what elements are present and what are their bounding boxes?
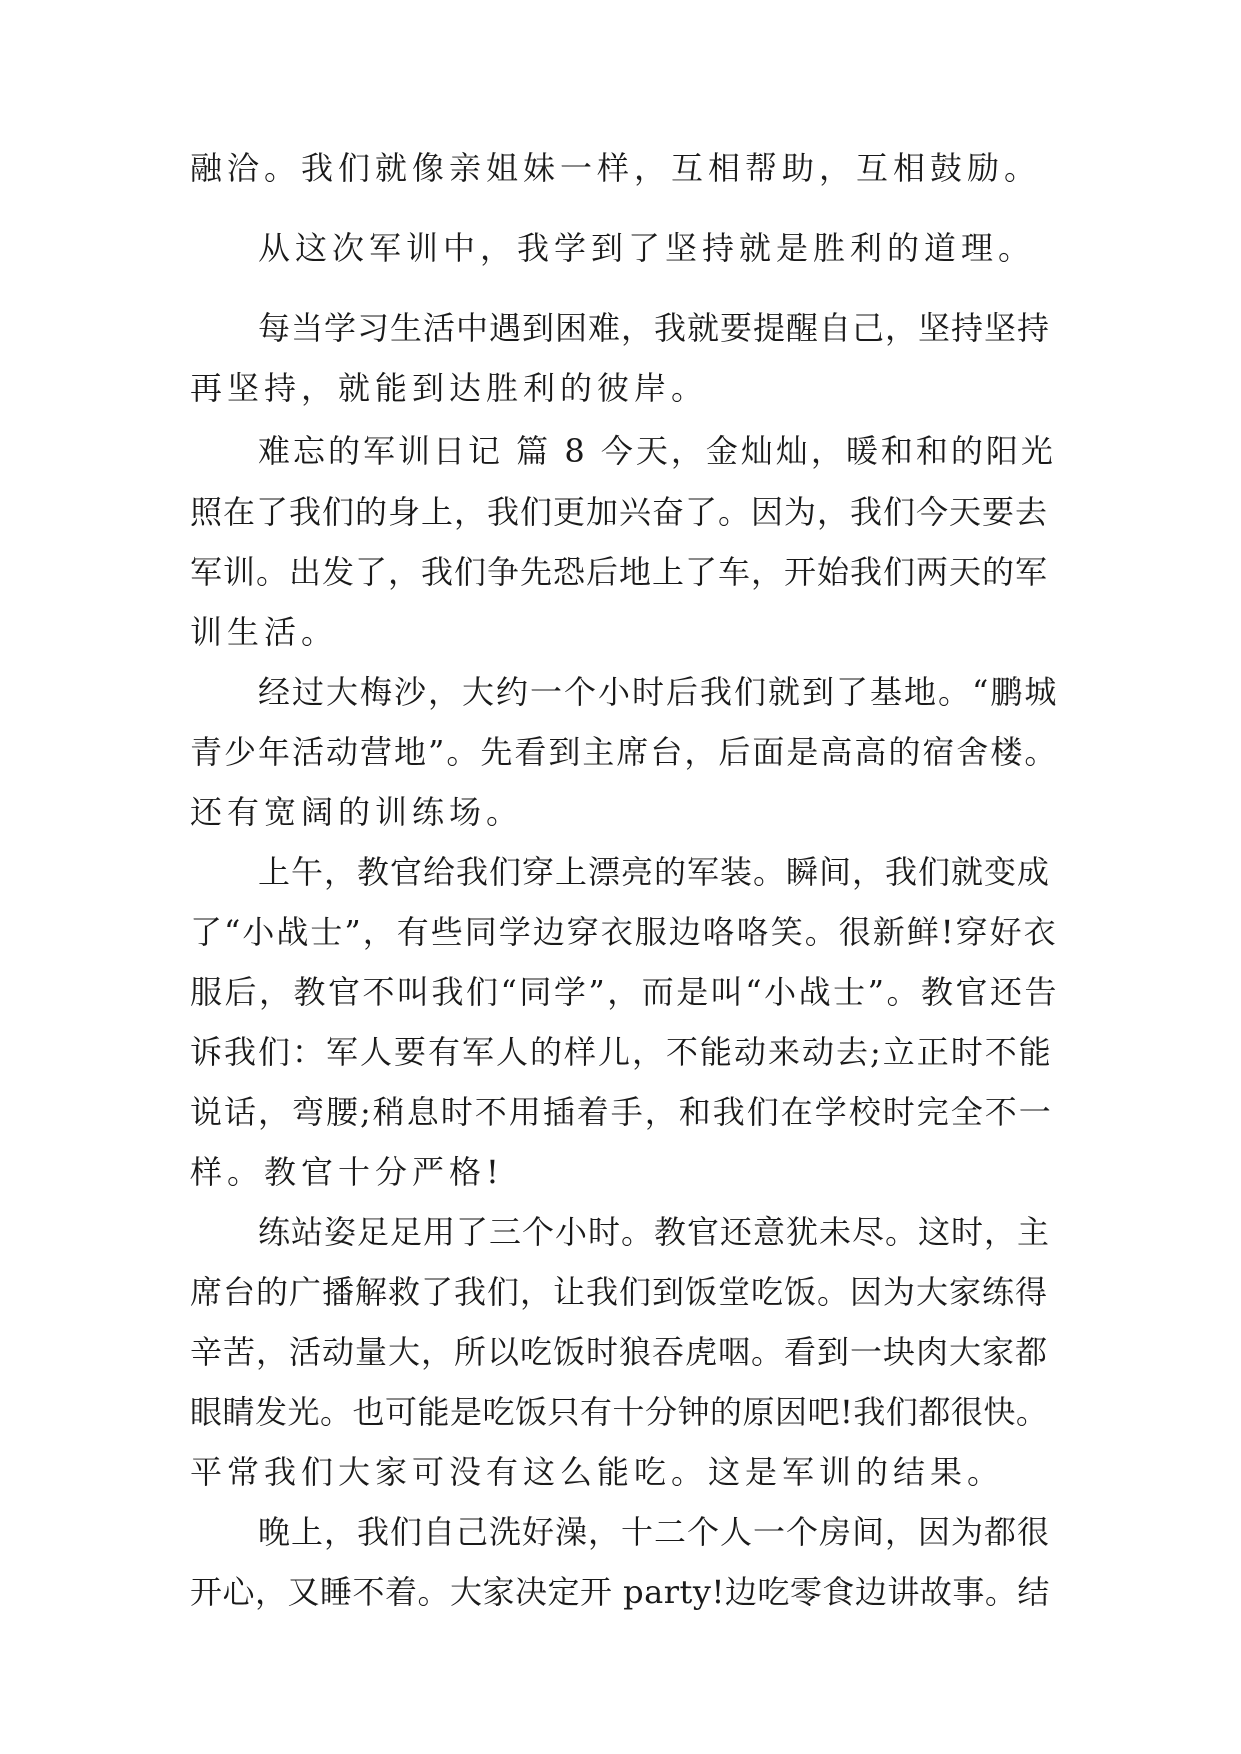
text-line: 青少年活动营地”。先看到主席台，后面是高高的宿舍楼。 xyxy=(190,733,1059,771)
text-line: 开心，又睡不着。大家决定开 party!边吃零食边讲故事。结 xyxy=(190,1573,1050,1611)
text-line: 席台的广播解救了我们，让我们到饭堂吃饭。因为大家练得 xyxy=(190,1273,1049,1311)
text-line: 眼睛发光。也可能是吃饭只有十分钟的原因吧!我们都很快。 xyxy=(190,1393,1049,1431)
text-line: 了“小战士”，有些同学边穿衣服边咯咯笑。很新鲜!穿好衣 xyxy=(190,913,1058,951)
text-line: 平常我们大家可没有这么能吃。这是军训的结果。 xyxy=(190,1453,1005,1491)
text-line: 说话，弯腰;稍息时不用插着手，和我们在学校时完全不一 xyxy=(190,1093,1053,1131)
text-line: 从这次军训中，我学到了坚持就是胜利的道理。 xyxy=(258,229,1036,267)
text-line: 难忘的军训日记 篇 8 今天，金灿灿，暖和和的阳光 xyxy=(258,432,1056,470)
text-line: 辛苦，活动量大，所以吃饭时狼吞虎咽。看到一块肉大家都 xyxy=(190,1333,1049,1371)
text-line: 照在了我们的身上，我们更加兴奋了。因为，我们今天要去 xyxy=(190,493,1049,531)
text-line: 经过大梅沙，大约一个小时后我们就到了基地。“鹏城 xyxy=(258,673,1059,711)
text-line: 诉我们：军人要有军人的样儿，不能动来动去;立正时不能 xyxy=(190,1033,1053,1071)
text-line: 再坚持，就能到达胜利的彼岸。 xyxy=(190,369,709,407)
text-line: 融洽。我们就像亲姐妹一样，互相帮助，互相鼓励。 xyxy=(190,149,1042,187)
text-line: 军训。出发了，我们争先恐后地上了车，开始我们两天的军 xyxy=(190,553,1049,591)
text-line: 还有宽阔的训练场。 xyxy=(190,793,524,831)
text-line: 服后，教官不叫我们“同学”，而是叫“小战士”。教官还告 xyxy=(190,973,1059,1011)
text-line: 训生活。 xyxy=(190,613,339,651)
text-line: 练站姿足足用了三个小时。教官还意犹未尽。这时，主 xyxy=(258,1213,1051,1251)
text-line: 晚上，我们自己洗好澡，十二个人一个房间，因为都很 xyxy=(258,1513,1051,1551)
text-line: 上午，教官给我们穿上漂亮的军装。瞬间，我们就变成 xyxy=(258,853,1051,891)
text-line: 样。教官十分严格! xyxy=(190,1153,504,1191)
text-line: 每当学习生活中遇到困难，我就要提醒自己，坚持坚持 xyxy=(258,309,1051,347)
